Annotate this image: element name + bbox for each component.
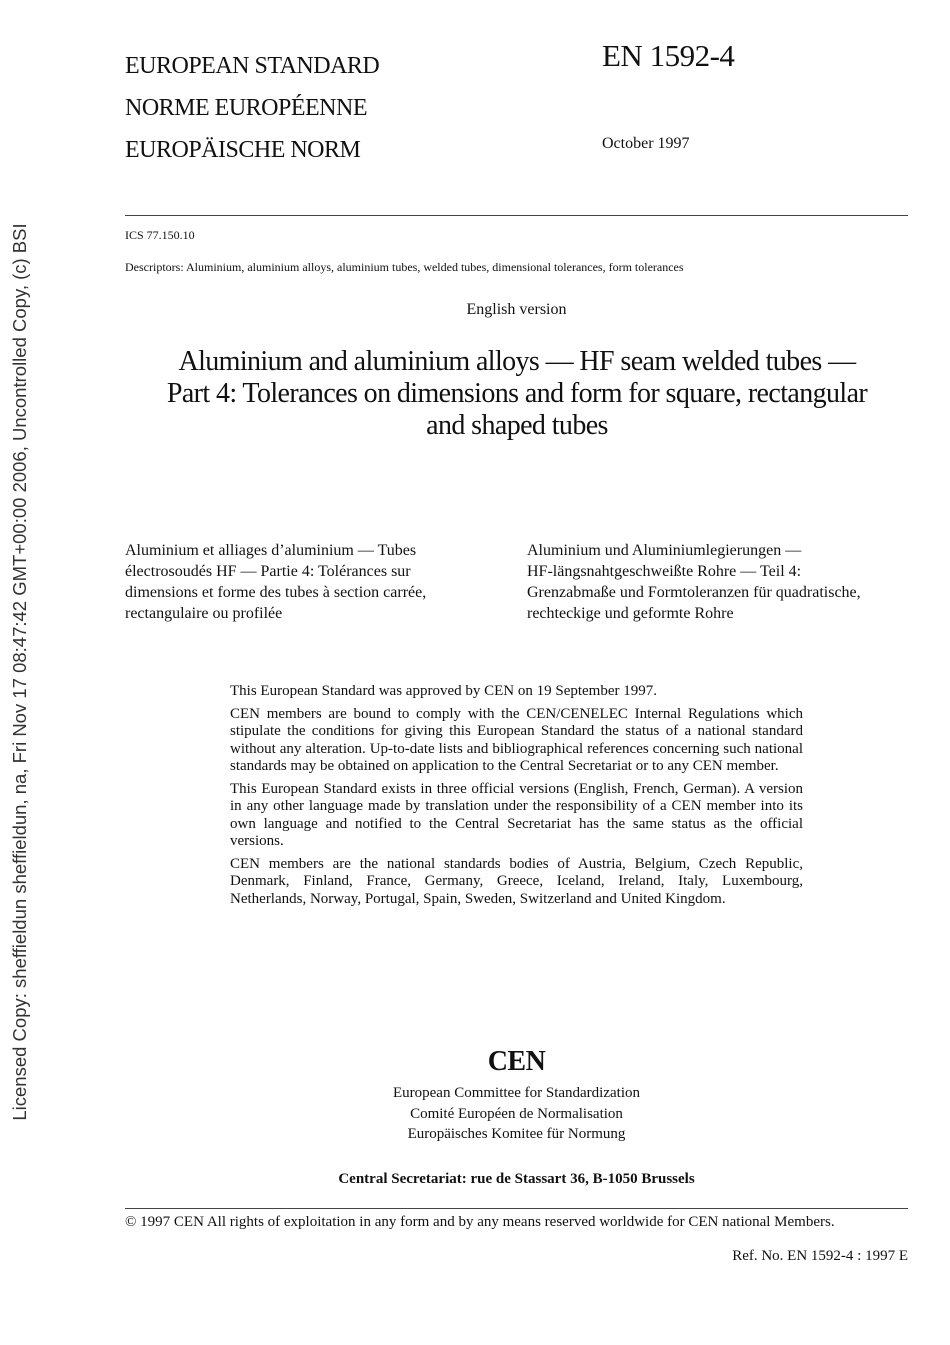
language-version: English version [466,301,567,318]
members-list-paragraph: CEN members are the national standards bodies of Austria, Belgium, Czech Republic, Denmark, Finland, France, Germany, Greece, Iceland, Ireland, Italy, Luxembourg, Netherlands, Norway, Portugal, Spain, Sweden, Switzerland and United Kingdom. [230,855,803,907]
french-title-line: Aluminium et alliages d’aluminium — Tubes [125,542,417,559]
french-title-line: dimensions et forme des tubes à section carrée, [125,584,427,601]
publication-date: October 1997 [602,135,690,152]
reference-number: Ref. No. EN 1592-4 : 1997 E [732,1248,908,1264]
cen-name-fr: Comité Européen de Normalisation [410,1105,623,1122]
standard-type-titles [125,45,379,171]
standard-type-en: EUROPEAN STANDARD [125,53,380,79]
german-title-line: rechteckige und geformte Rohre [527,605,734,622]
official-versions-paragraph: This European Standard exists in three official versions (English, French, German). A version in any other language made by translation under the responsibility of a CEN member into its own language and notified to the Central Secretariat has the same status as the official versions. [230,780,803,849]
license-watermark: Licensed Copy: sheffieldun sheffieldun, na, Fri Nov 17 08:47:42 GMT+00:00 2006, Uncontrolled Copy, (c) BSI [9,223,30,1121]
french-title-line: rectangulaire ou profilée [125,605,283,622]
standard-type-de: EUROPÄISCHE NORM [125,137,361,163]
secretariat-address: Central Secretariat: rue de Stassart 36, B-1050 Brussels [338,1171,695,1187]
title-line-3: and shaped tubes [426,410,608,441]
approval-paragraph: This European Standard was approved by CEN on 19 September 1997. [230,683,657,699]
standard-number: EN 1592-4 [602,38,735,73]
top-divider [125,215,908,216]
cen-logo: CEN [487,1046,546,1077]
german-title-line: HF-längsnahtgeschweißte Rohre — Teil 4: [527,563,802,580]
french-title [125,540,505,624]
german-title-line: Aluminium und Aluminiumlegierungen — [527,542,802,559]
french-title-line: électrosoudés HF — Partie 4: Tolérances sur [125,563,411,580]
bottom-divider [125,1208,908,1209]
german-title [527,540,922,624]
title-line-2: Part 4: Tolerances on dimensions and form for square, rectangular [166,378,868,409]
title-line-1: Aluminium and aluminium alloys — HF seam welded tubes — [178,346,856,377]
cen-name-en: European Committee for Standardization [392,1085,640,1101]
cen-name-de: Europäisches Komitee für Normung [407,1126,626,1142]
approval-statement-block [230,683,803,913]
descriptors: Descriptors: Aluminium, aluminium alloys, aluminium tubes, welded tubes, dimensional tolerances, form tolerances [125,260,684,274]
members-bound-paragraph: CEN members are bound to comply with the CEN/CENELEC Internal Regulations which stipulate the conditions for giving this European Standard the status of a national standard without any alteration. Up-to-date lists and bibliographical references concerning such national standards may be obtained on application to the Central Secretariat or to any CEN member. [230,705,803,774]
german-title-line: Grenzabmaße und Formtoleranzen für quadratische, [527,584,861,601]
document-title [120,346,914,442]
cen-names [0,1083,950,1145]
copyright-notice: © 1997 CEN All rights of exploitation in any form and by any means reserved worldwide for CEN national Members. [125,1214,835,1230]
ics-code: ICS 77.150.10 [125,228,195,242]
standard-type-fr: NORME EUROPÉENNE [125,95,367,121]
